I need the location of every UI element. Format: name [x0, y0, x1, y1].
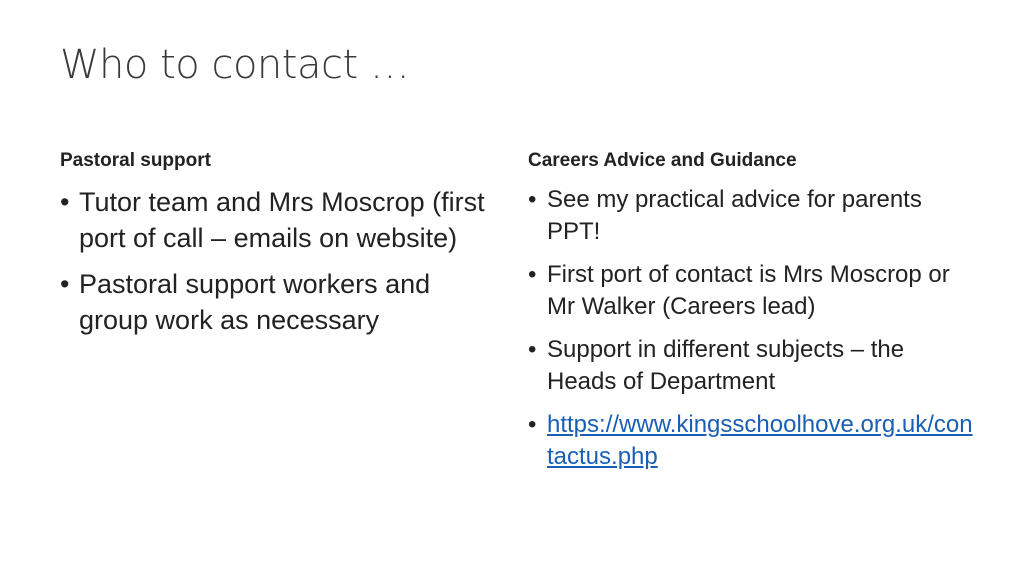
pastoral-support-column — [60, 150, 490, 348]
list-item-text: See my practical advice for parents PPT! — [547, 186, 922, 245]
list-item — [60, 266, 490, 338]
contact-us-link[interactable]: https://www.kingsschoolhove.org.uk/contactus.php — [547, 411, 973, 470]
list-item-text: Pastoral support workers and group work as necessary — [79, 269, 431, 335]
list-item — [528, 334, 978, 398]
bullet-icon: • — [60, 187, 70, 217]
careers-advice-column — [528, 150, 978, 484]
bullet-list — [60, 184, 490, 338]
slide-title: Who to contact … — [60, 42, 410, 88]
bullet-icon: • — [528, 186, 537, 213]
bullet-icon: • — [60, 269, 70, 299]
list-item — [528, 259, 978, 323]
bullet-icon: • — [528, 411, 537, 438]
bullet-list — [528, 184, 978, 473]
list-item — [528, 184, 978, 248]
list-item — [528, 409, 978, 473]
list-item-text: Tutor team and Mrs Moscrop (first port of call – emails on website) — [79, 187, 485, 253]
list-item-text: First port of contact is Mrs Moscrop or Mr Walker (Careers lead) — [547, 261, 950, 320]
column-heading: Careers Advice and Guidance — [528, 150, 797, 171]
bullet-icon: • — [528, 336, 537, 363]
list-item — [60, 184, 490, 256]
column-heading: Pastoral support — [60, 150, 211, 171]
bullet-icon: • — [528, 261, 537, 288]
list-item-text: Support in different subjects – the Heads of Department — [547, 336, 905, 395]
